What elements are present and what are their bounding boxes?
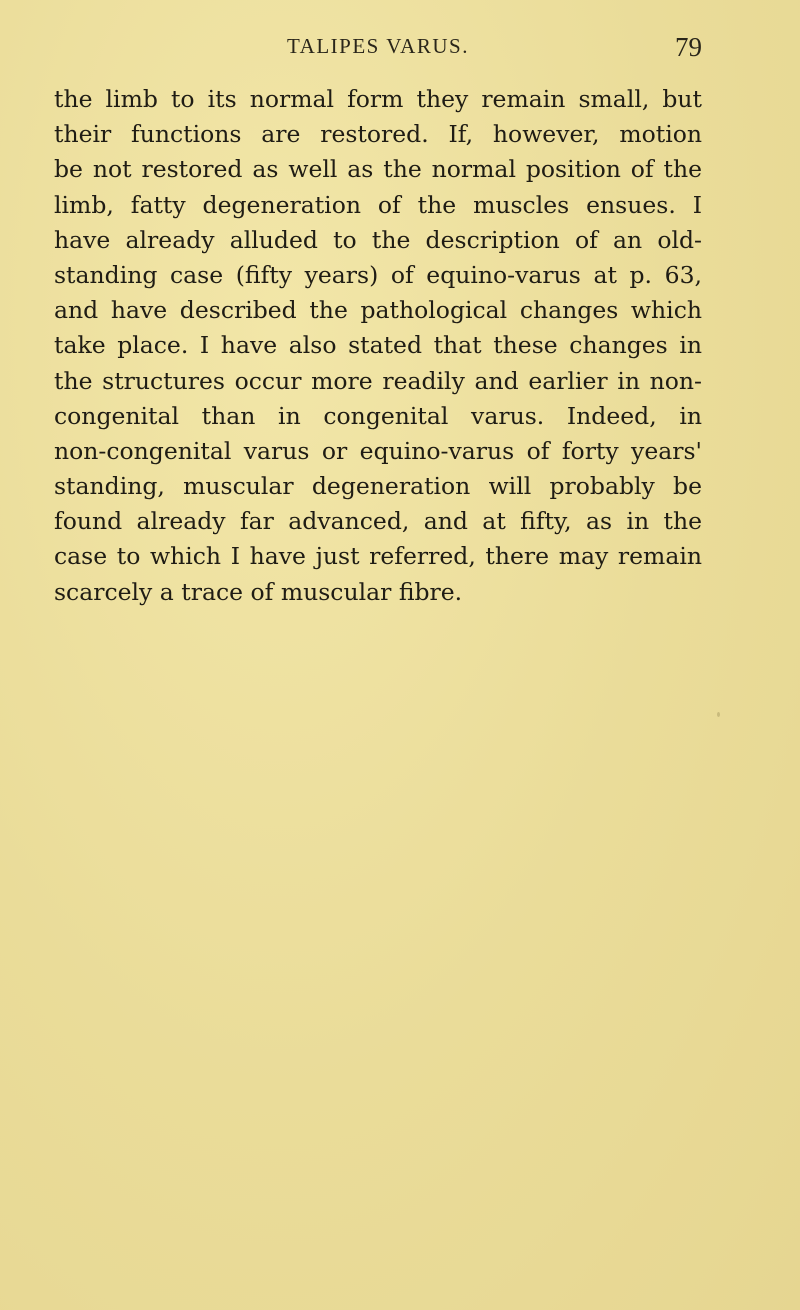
text-line-last: scarcely a trace of muscular fibre. [54, 577, 463, 606]
page-number: 79 [675, 32, 702, 62]
body-paragraph [54, 82, 702, 610]
text-line: limb, fatty degeneration of the muscles ensues. I [54, 190, 702, 219]
text-line: standing, muscular degeneration will probably be [54, 472, 702, 501]
text-line: congenital than in congenital varus. Indeed, in [54, 401, 702, 430]
text-line: the limb to its normal form they remain small, but [54, 85, 702, 113]
text-line: non-congenital varus or equino-varus of forty years' [54, 436, 702, 465]
running-header [54, 34, 702, 64]
text-line: found already far advanced, and at fifty, as in the [54, 507, 702, 536]
text-line: standing case (fifty years) of equino-varus at p. 63, [54, 260, 702, 289]
text-line: their functions are restored. If, however, motion [54, 120, 702, 149]
text-line: the structures occur more readily and earlier in non- [54, 366, 702, 395]
running-title: TALIPES VARUS. [287, 34, 469, 58]
text-line: case to which I have just referred, there may remain [54, 542, 702, 571]
text-line: be not restored as well as the normal position of the [54, 155, 702, 184]
text-line: take place. I have also stated that these changes in [54, 331, 702, 360]
paper-speck [717, 712, 720, 717]
text-line: have already alluded to the description of an old- [54, 225, 702, 254]
text-line: and have described the pathological changes which [54, 296, 702, 325]
